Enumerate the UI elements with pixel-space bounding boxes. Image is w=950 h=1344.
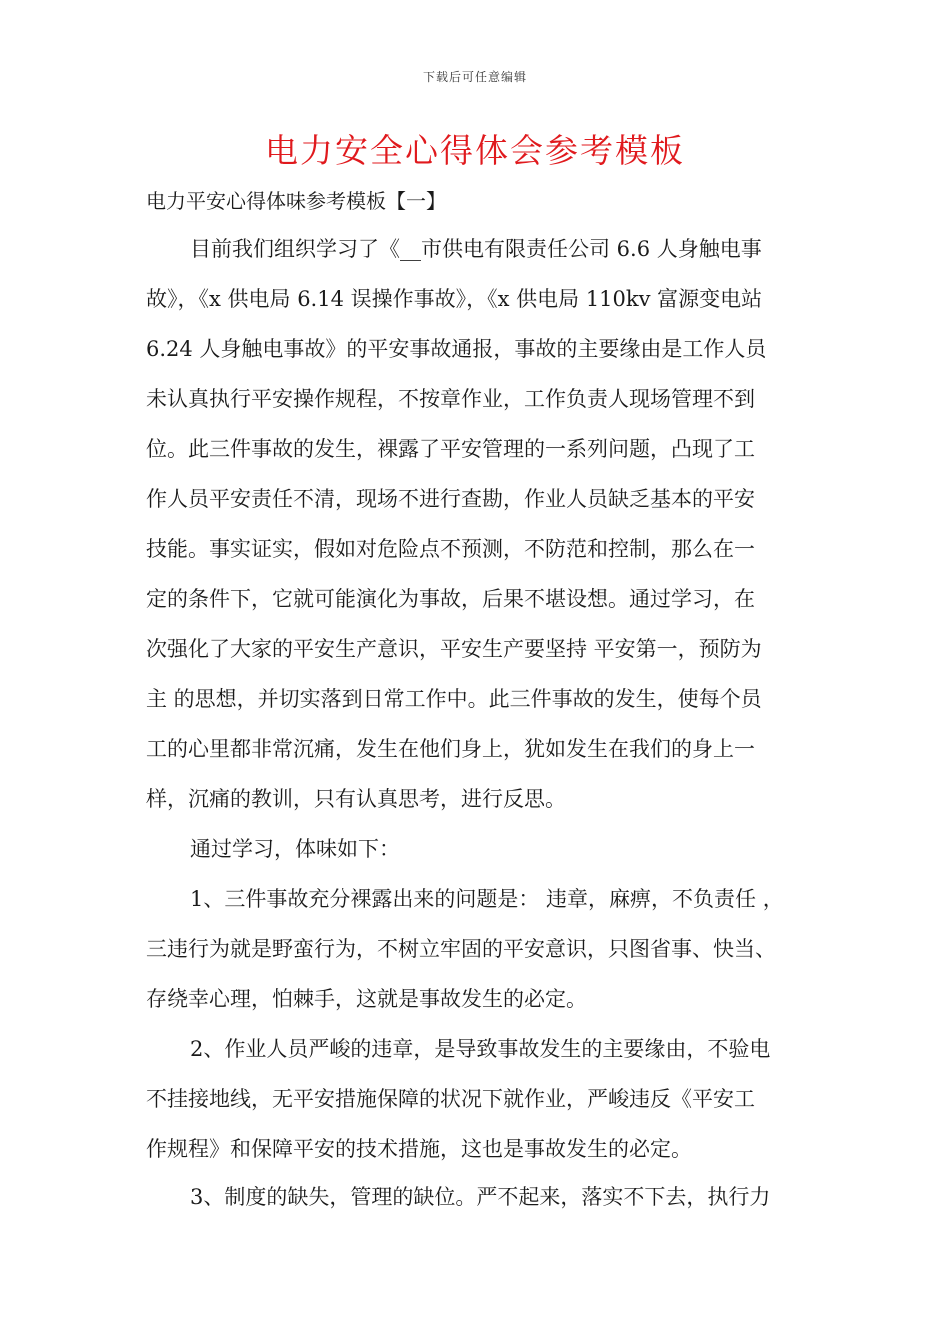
paragraph-line: 位。此三件事故的发生，裸露了平安管理的一系列问题，凸现了工 [146,437,755,461]
paragraph-line: 目前我们组织学习了《__市供电有限责任公司 6.6 人身触电事 [190,237,762,261]
paragraph-line: 不挂接地线，无平安措施保障的状况下就作业，严峻违反《平安工 [146,1087,755,1111]
paragraph-line: 未认真执行平安操作规程，不按章作业，工作负责人现场管理不到 [146,387,755,411]
paragraph-line: 样，沉痛的教训，只有认真思考，进行反思。 [146,787,566,811]
paragraph-line: 工的心里都非常沉痛，发生在他们身上，犹如发生在我们的身上一 [146,737,755,761]
paragraph-summary-lead [146,824,826,874]
paragraph-point-2 [146,1024,826,1174]
paragraph-line: 存绕幸心理，怕棘手，这就是事故发生的必定。 [146,987,587,1011]
paragraph-intro [146,224,826,824]
paragraph-line: 定的条件下，它就可能演化为事故，后果不堪设想。通过学习，在 [146,587,755,611]
paragraph-line: 6.24 人身触电事故》的平安事故通报，事故的主要缘由是工作人员 [146,337,767,361]
header-note: 下载后可任意编辑 [422,70,527,84]
paragraph-line: 作规程》和保障平安的技术措施，这也是事故发生的必定。 [146,1137,692,1161]
paragraph-line: 次强化了大家的平安生产意识，平安生产要坚持 平安第一，预防为 [146,637,762,661]
document-title: 电力安全心得体会参考模板 [265,131,685,170]
paragraph-line: 2、作业人员严峻的违章，是导致事故发生的主要缘由，不验电 [190,1037,771,1061]
paragraph-line: 通过学习，体味如下： [190,837,400,861]
paragraph-line: 1、三件事故充分裸露出来的问题是： 违章，麻痹，不负责任 ， [190,887,784,911]
paragraph-line: 3、制度的缺失，管理的缺位。严不起来，落实不下去，执行力 [190,1185,771,1209]
paragraph-line: 故》，《x 供电局 6.14 误操作事故》，《x 供电局 110kv 富源变电站 [146,287,763,311]
paragraph-line: 作人员平安责任不清，现场不进行查勘，作业人员缺乏基本的平安 [146,487,755,511]
paragraph-point-1 [146,874,826,1024]
paragraph-line: 主 的思想，并切实落到日常工作中。此三件事故的发生，使每个员 [146,687,762,711]
paragraph-line: 三违行为就是野蛮行为，不树立牢固的平安意识，只图省事、快当、 [146,937,776,961]
paragraph-line: 技能。事实证实，假如对危险点不预测，不防范和控制，那么在一 [146,537,755,561]
section-subtitle: 电力平安心得体味参考模板【一】 [146,189,446,213]
paragraph-point-3 [146,1172,826,1222]
